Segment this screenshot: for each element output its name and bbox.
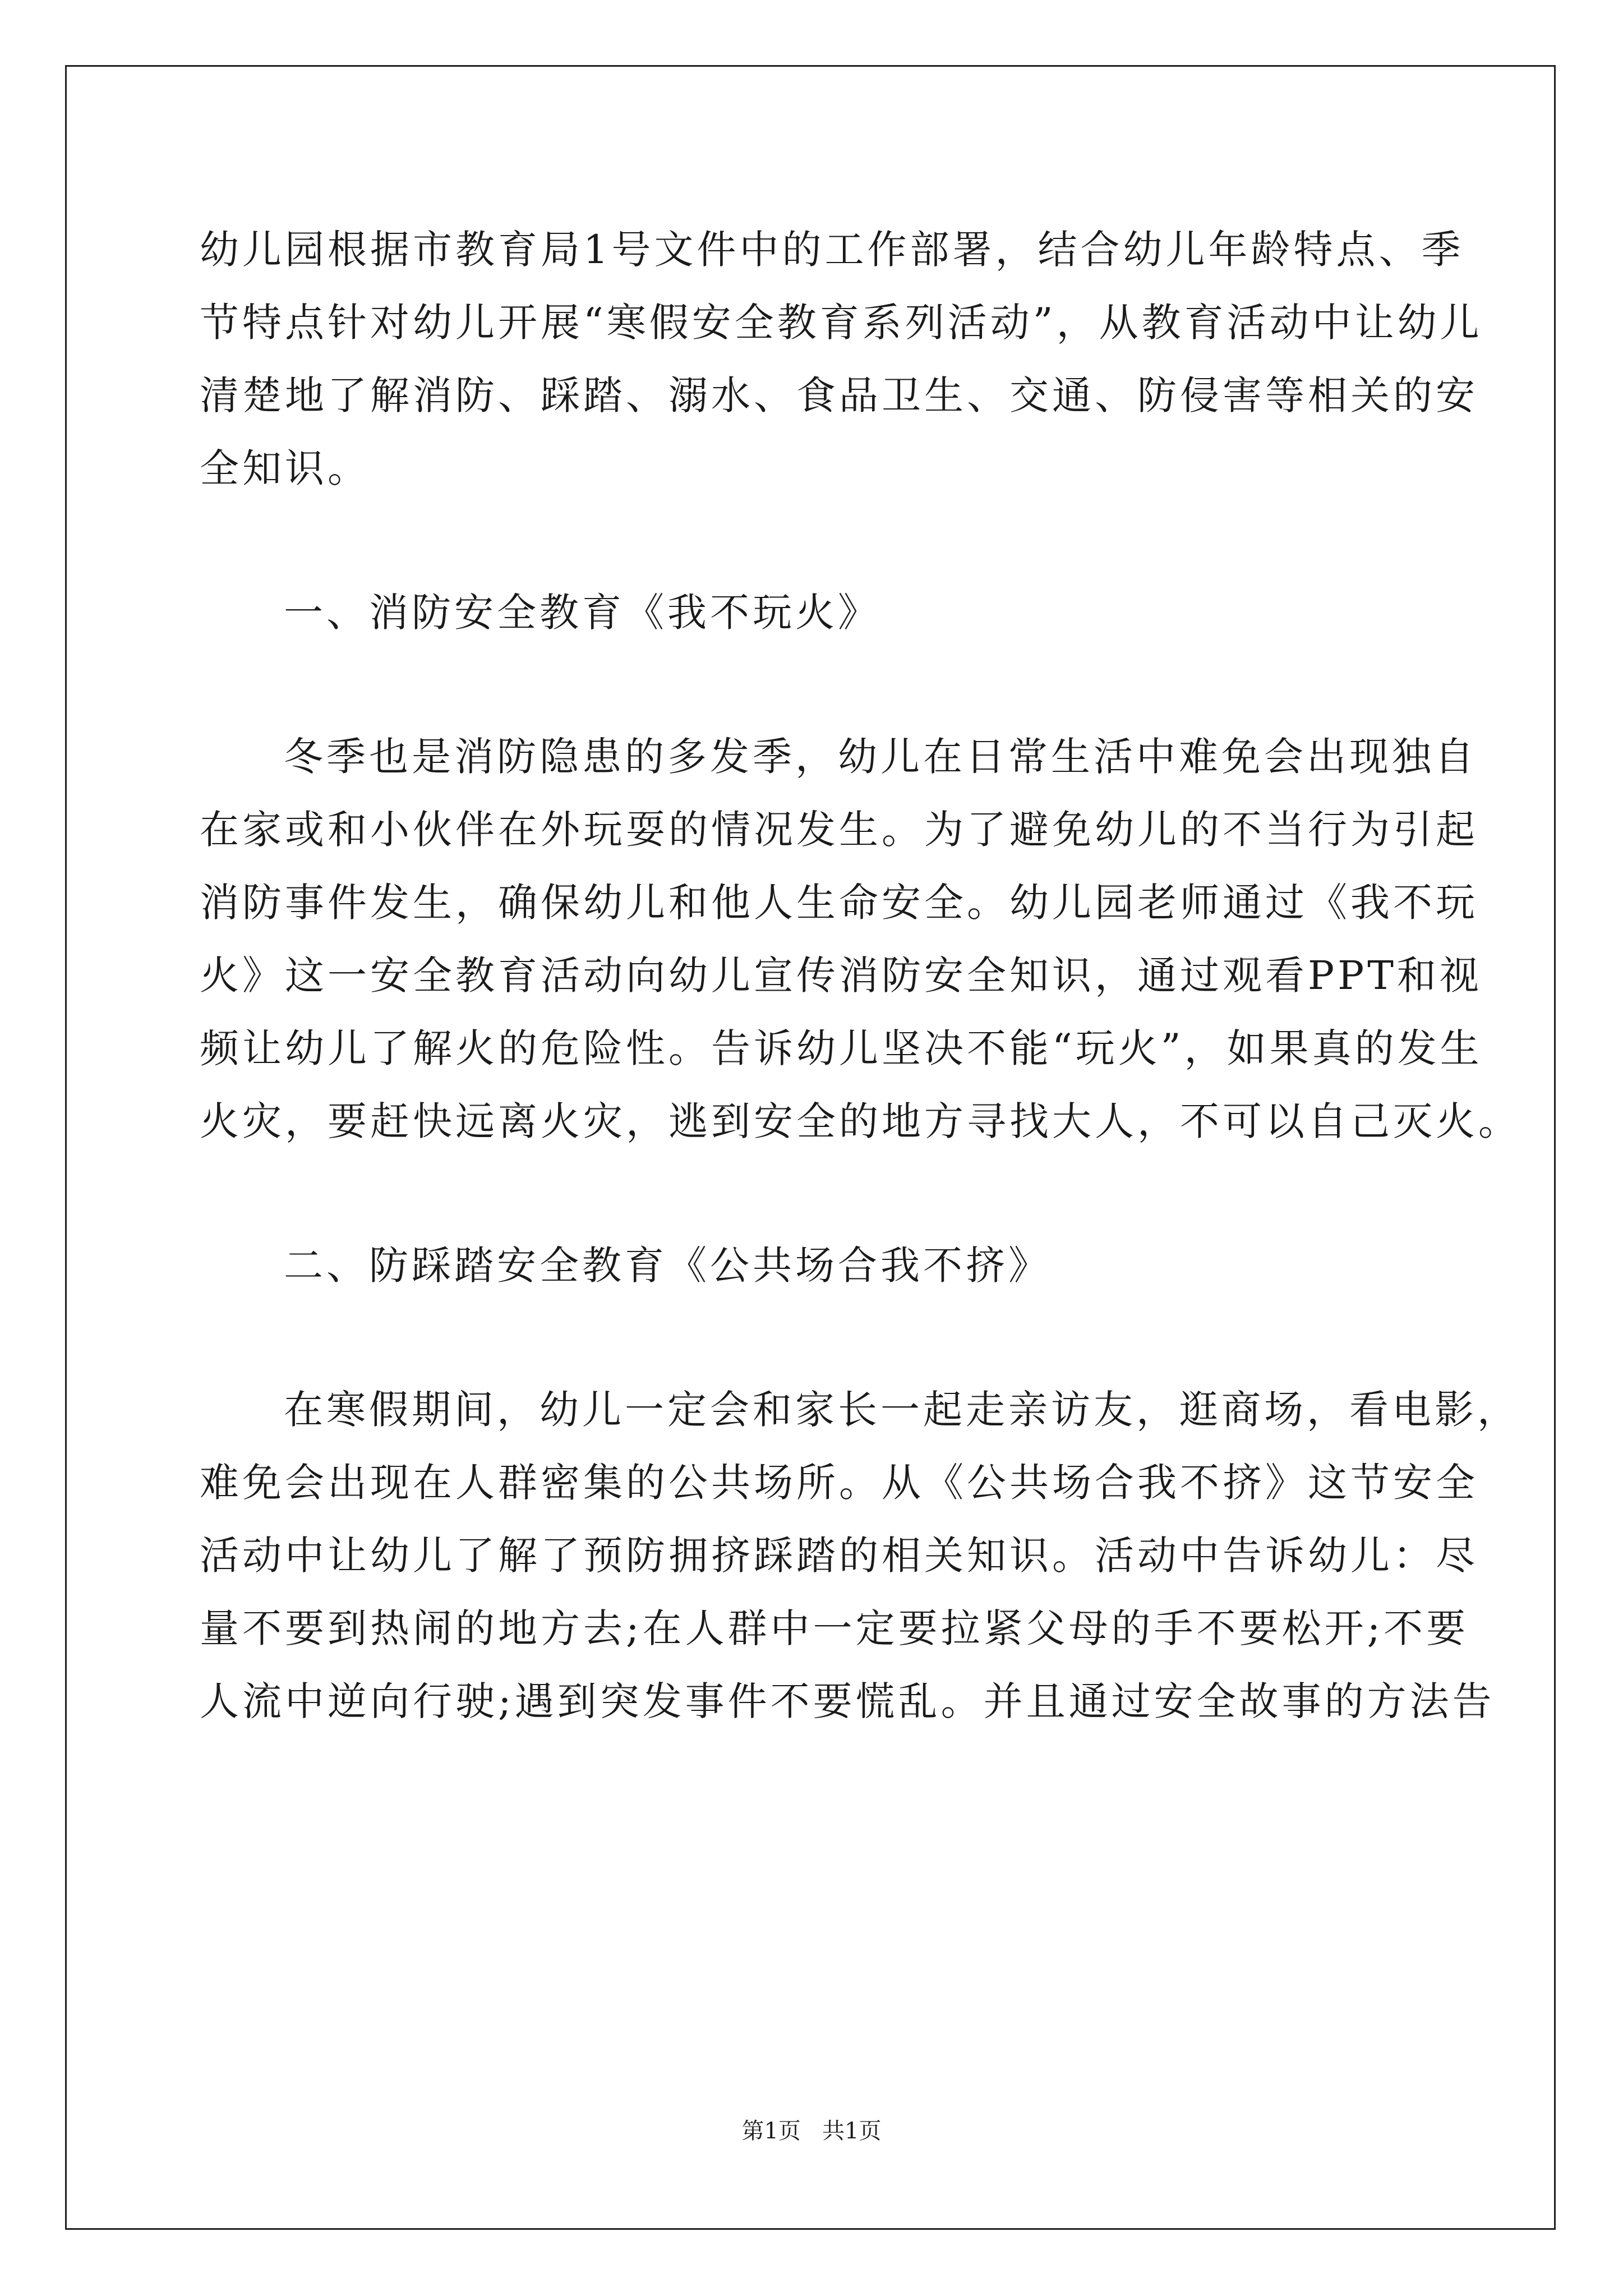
- paragraph-line: 节特点针对幼儿开展“寒假安全教育系列活动”，从教育活动中让幼儿: [200, 300, 1483, 346]
- paragraph-line: 幼儿园根据市教育局1号文件中的工作部署，结合幼儿年龄特点、季: [200, 227, 1464, 273]
- paragraph-line: 在寒假期间，幼儿一定会和家长一起走亲访友，逛商场，看电影，: [284, 1387, 1520, 1433]
- paragraph-line: 清楚地了解消防、踩踏、溺水、食品卫生、交通、防侵害等相关的安: [200, 372, 1478, 418]
- page-number: 第1页 共1页: [741, 2118, 882, 2144]
- section-heading: 二、防踩踏安全教育《公共场合我不挤》: [284, 1243, 1051, 1289]
- paragraph-line: 量不要到热闹的地方去;在人群中一定要拉紧父母的手不要松开;不要: [200, 1605, 1469, 1651]
- paragraph-line: 在家或和小伙伴在外玩耍的情况发生。为了避免幼儿的不当行为引起: [200, 807, 1478, 853]
- paragraph-line: 冬季也是消防隐患的多发季，幼儿在日常生活中难免会出现独自: [284, 734, 1477, 780]
- page-footer: [0, 2117, 1623, 2145]
- paragraph-line: 全知识。: [200, 445, 370, 491]
- document-body: [200, 213, 1521, 1738]
- paragraph-line: 人流中逆向行驶;遇到突发事件不要慌乱。并且通过安全故事的方法告: [200, 1678, 1495, 1724]
- paragraph-line: 难免会出现在人群密集的公共场所。从《公共场合我不挤》这节安全: [200, 1460, 1478, 1506]
- paragraph-line: 活动中让幼儿了解了预防拥挤踩踏的相关知识。活动中告诉幼儿：尽: [200, 1533, 1478, 1579]
- paragraph-line: 消防事件发生，确保幼儿和他人生命安全。幼儿园老师通过《我不玩: [200, 880, 1478, 926]
- section-heading: 一、消防安全教育《我不玩火》: [284, 590, 880, 636]
- paragraph-line: 火灾，要赶快远离火灾，逃到安全的地方寻找大人，不可以自己灭火。: [200, 1098, 1521, 1144]
- paragraph-line: 频让幼儿了解火的危险性。告诉幼儿坚决不能“玩火”，如果真的发生: [200, 1025, 1483, 1071]
- paragraph-line: 火》这一安全教育活动向幼儿宣传消防安全知识，通过观看PPT和视: [200, 953, 1482, 999]
